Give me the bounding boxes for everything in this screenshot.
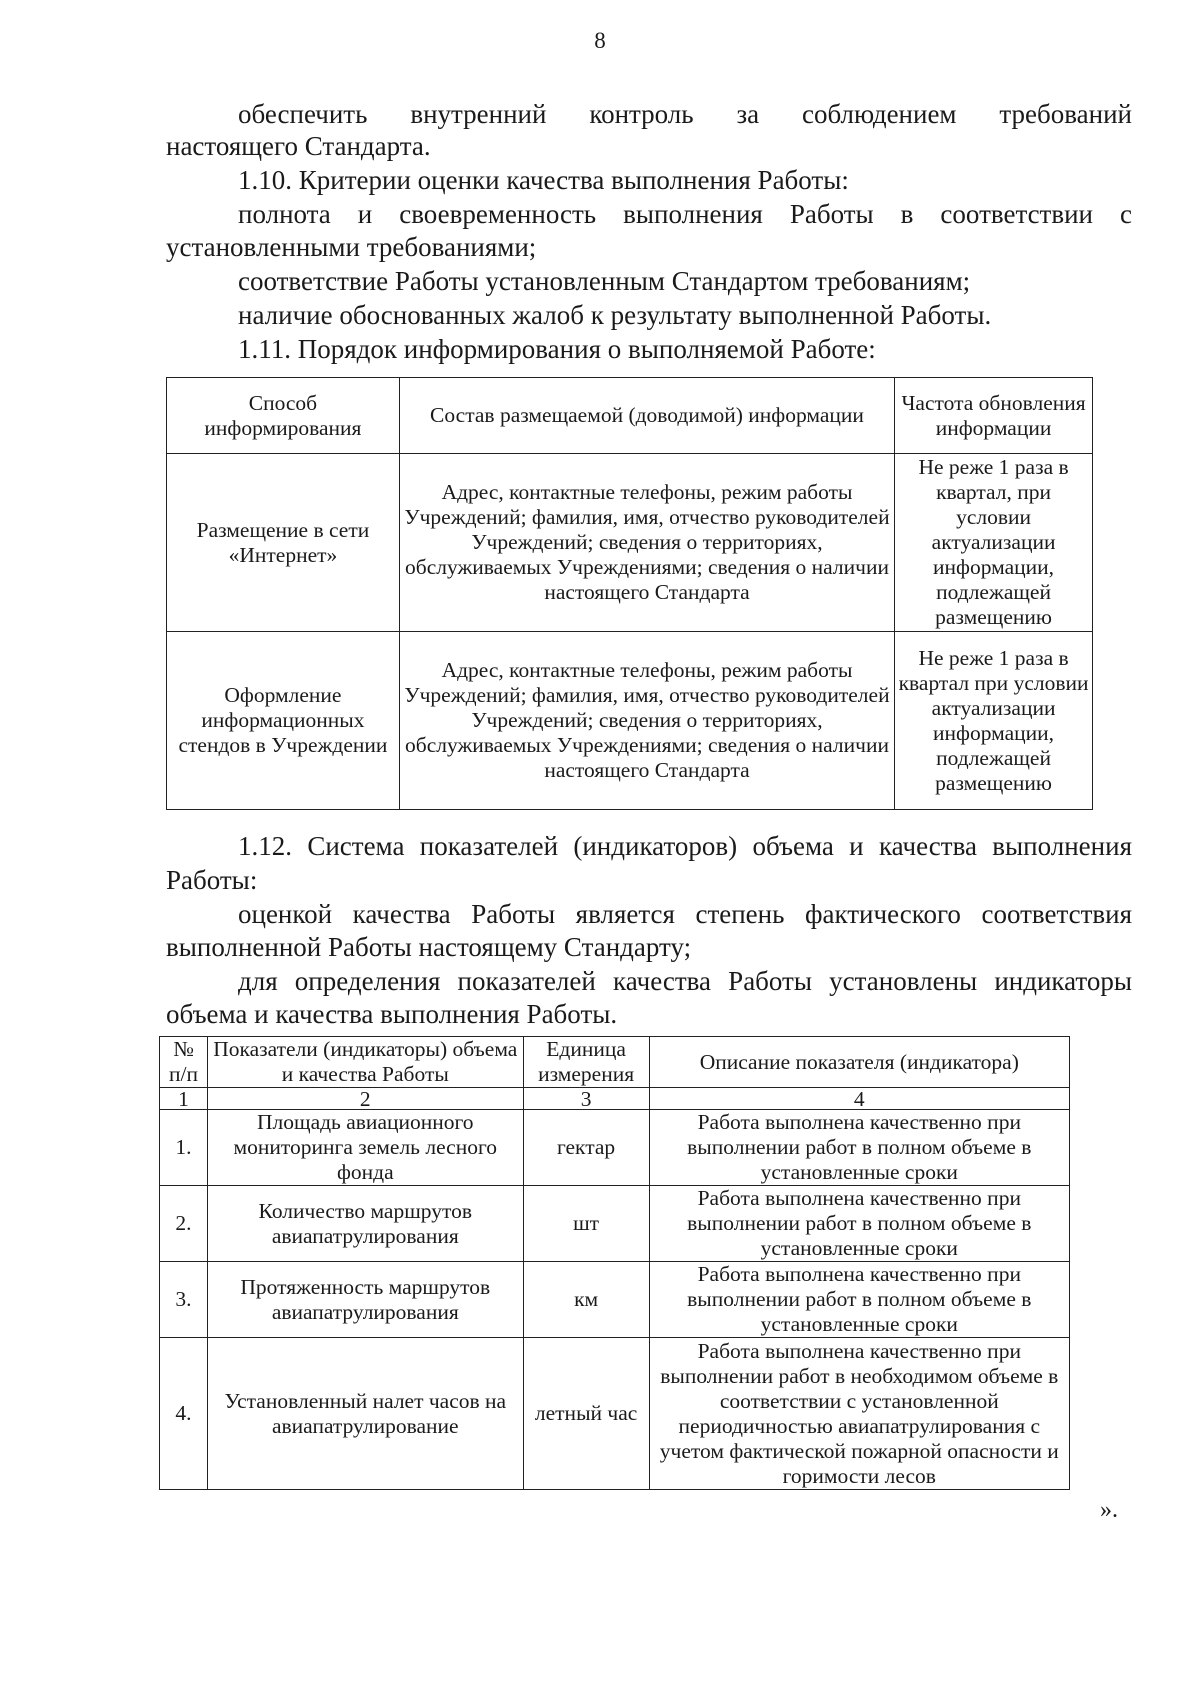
paragraph-indicators-cont: объема и качества выполнения Работы.: [166, 999, 618, 1029]
cell-unit: летный час: [523, 1338, 649, 1490]
heading-1-12: 1.12. Система показателей (индикаторов) объема и качества выполнения: [238, 831, 1132, 861]
cell-frequency: Не реже 1 раза в квартал при условии актуализации информации, подлежащей размещению: [895, 632, 1093, 810]
paragraph-completeness: полнота и своевременность выполнения Работы в соответствии с: [238, 199, 1132, 229]
paragraph-indicators: для определения показателей качества Работы установлены индикаторы: [238, 966, 1132, 996]
header-method: Способ информирования: [167, 378, 400, 454]
header-indicator: Показатели (индикаторы) объема и качества Работы: [207, 1037, 523, 1088]
table-row: [160, 1186, 1070, 1262]
page-number: 8: [594, 28, 606, 53]
cell-indicator: Площадь авиационного мониторинга земель лесного фонда: [207, 1110, 523, 1186]
paragraph-internal-control-cont: настоящего Стандарта.: [166, 131, 431, 161]
cell-number: 3.: [160, 1262, 208, 1338]
cell-description: Работа выполнена качественно при выполнении работ в необходимом объеме в соответствии с установленной периодичностью авиапатрулирования с учетом фактической пожарной опасности и горимости лесов: [649, 1338, 1069, 1490]
paragraph-complaints: наличие обоснованных жалоб к результату выполненной Работы.: [238, 300, 992, 330]
cell-number: 2.: [160, 1186, 208, 1262]
cell-method: Оформление информационных стендов в Учреждении: [167, 632, 400, 810]
cell-indicator: Протяженность маршрутов авиапатрулирования: [207, 1262, 523, 1338]
cell-number: 1.: [160, 1110, 208, 1186]
cell-unit: км: [523, 1262, 649, 1338]
paragraph-quality-assessment-cont: выполненной Работы настоящему Стандарту;: [166, 932, 692, 962]
paragraph-compliance: соответствие Работы установленным Стандартом требованиям;: [238, 266, 971, 296]
cell-unit: шт: [523, 1186, 649, 1262]
cell-method: Размещение в сети «Интернет»: [167, 454, 400, 632]
cell-frequency: Не реже 1 раза в квартал, при условии актуализации информации, подлежащей размещению: [895, 454, 1093, 632]
cell-number: 4.: [160, 1338, 208, 1490]
cell-description: Работа выполнена качественно при выполнении работ в полном объеме в установленные сроки: [649, 1262, 1069, 1338]
cell-content: Адрес, контактные телефоны, режим работы Учреждений; фамилия, имя, отчество руководителей Учреждений; сведения о территориях, обслуживаемых Учреждениями; сведения о наличии настоящего Стандарта: [399, 454, 894, 632]
column-number: 1: [160, 1088, 208, 1110]
table-row: [167, 632, 1093, 810]
cell-indicator: Установленный налет часов на авиапатрулирование: [207, 1338, 523, 1490]
heading-1-11: 1.11. Порядок информирования о выполняемой Работе:: [238, 334, 876, 364]
heading-1-10: 1.10. Критерии оценки качества выполнения Работы:: [238, 165, 849, 195]
header-unit: Единица измерения: [523, 1037, 649, 1088]
paragraph-internal-control: обеспечить внутренний контроль за соблюдением требований: [238, 99, 1132, 129]
table-row: [167, 454, 1093, 632]
heading-1-12-cont: Работы:: [166, 865, 258, 895]
column-number: 3: [523, 1088, 649, 1110]
header-description: Описание показателя (индикатора): [649, 1037, 1069, 1088]
cell-description: Работа выполнена качественно при выполнении работ в полном объеме в установленные сроки: [649, 1110, 1069, 1186]
information-table: [166, 377, 1093, 810]
paragraph-quality-assessment: оценкой качества Работы является степень фактического соответствия: [238, 899, 1132, 929]
table-row: [160, 1110, 1070, 1186]
column-number: 2: [207, 1088, 523, 1110]
table-row: [160, 1262, 1070, 1338]
cell-indicator: Количество маршрутов авиапатрулирования: [207, 1186, 523, 1262]
column-number: 4: [649, 1088, 1069, 1110]
table-row: [160, 1338, 1070, 1490]
header-number: № п/п: [160, 1037, 208, 1088]
column-numbers-row: [160, 1088, 1070, 1110]
cell-unit: гектар: [523, 1110, 649, 1186]
header-frequency: Частота обновления информации: [895, 378, 1093, 454]
closing-quote: ».: [1100, 1497, 1118, 1523]
paragraph-completeness-cont: установленными требованиями;: [166, 232, 537, 262]
indicators-table: [159, 1036, 1070, 1490]
cell-content: Адрес, контактные телефоны, режим работы Учреждений; фамилия, имя, отчество руководителей Учреждений; сведения о территориях, обслуживаемых Учреждениями; сведения о наличии настоящего Стандарта: [399, 632, 894, 810]
header-content: Состав размещаемой (доводимой) информации: [399, 378, 894, 454]
cell-description: Работа выполнена качественно при выполнении работ в полном объеме в установленные сроки: [649, 1186, 1069, 1262]
